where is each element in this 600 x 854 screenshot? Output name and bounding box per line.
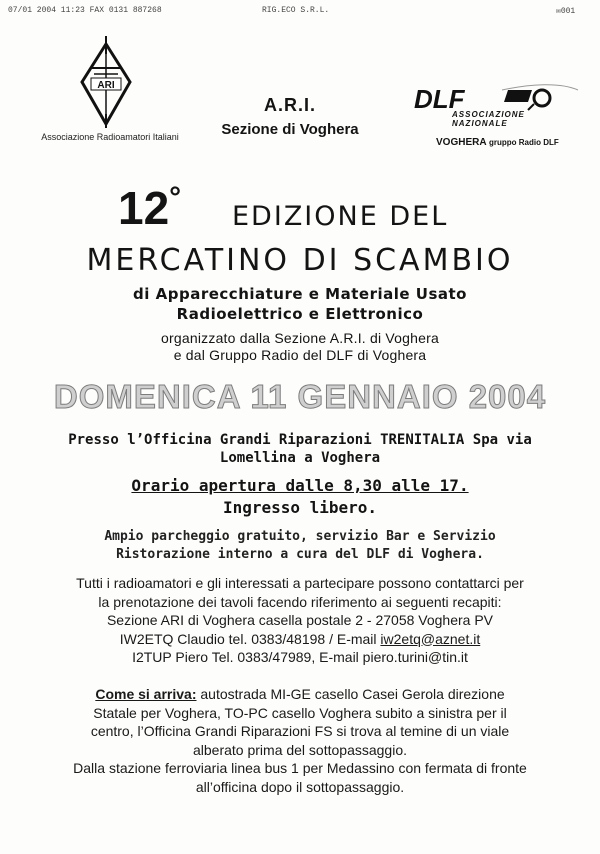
directions-label: Come si arriva: <box>95 686 197 702</box>
organizer-line-2: e dal Gruppo Radio del DLF di Voghera <box>173 347 427 363</box>
organizer-line-1: organizzato dalla Sezione A.R.I. di Voghera <box>161 330 439 346</box>
edition-text: EDIZIONE DEL <box>232 201 449 232</box>
directions-line-1: Come si arriva: autostrada MI-GE casello Casei Gerola direzione <box>95 686 505 702</box>
contacts-line-1: Tutti i radioamatori e gli interessati a partecipare possono contattarci per <box>76 575 524 591</box>
fax-timestamp: 07/01 2004 11:23 FAX 0131 887268 <box>8 6 162 15</box>
ari-logo-text: ARI <box>97 80 115 91</box>
ari-logo-icon <box>78 34 134 130</box>
contacts-line-2: la prenotazione dei tavoli facendo riferimento ai seguenti recapiti: <box>98 593 502 610</box>
fax-sender: RIG.ECO S.R.L. <box>262 6 330 15</box>
event-name: MERCATINO DI SCAMBIO <box>86 243 514 278</box>
directions-line-4: alberato prima del sottopassaggio. <box>192 741 408 758</box>
ari-association-name: Associazione Radioamatori Italiani <box>41 132 179 142</box>
fax-header <box>0 6 600 20</box>
venue-line-1: Presso l’Officina Grandi Riparazioni TRENITALIA Spa via <box>68 432 532 448</box>
venue-line-2: Lomellina a Voghera <box>219 450 381 466</box>
directions-line-2: Statale per Voghera, TO-PC casello Voghera subito a sinistra per il <box>93 704 507 721</box>
fax-page-number: ✉001 <box>556 7 576 16</box>
contacts-block <box>0 574 600 667</box>
services-line-2: Ristorazione interno a cura del DLF di Voghera. <box>116 547 484 562</box>
edition-number: 12° <box>118 181 182 234</box>
subtitle-line-1: di Apparecchiature e Materiale Usato <box>133 285 467 303</box>
contacts-line-5: I2TUP Piero Tel. 0383/47989, E-mail piero.turini@tin.it <box>132 649 468 665</box>
event-date: DOMENICA 11 GENNAIO 2004 <box>53 378 547 415</box>
directions-line-5: Dalla stazione ferroviaria linea bus 1 per Medassino con fermata di fronte <box>73 760 527 776</box>
contacts-line-4: IW2ETQ Claudio tel. 0383/48198 / E-mail iw2etq@aznet.it <box>119 630 481 647</box>
subtitle-line-2: Radioelettrico e Elettronico <box>176 305 424 323</box>
dlf-association: ASSOCIAZIONE NAZIONALE <box>452 110 525 128</box>
dlf-group-name: VOGHERA gruppo Radio DLF <box>436 137 559 148</box>
opening-hours: Orario apertura dalle 8,30 alle 17. <box>131 476 469 495</box>
entry-info: Ingresso libero. <box>222 498 378 517</box>
email-link[interactable]: iw2etq@aznet.it <box>380 630 481 647</box>
directions-line-3: centro, l’Officina Grandi Riparazioni FS si trova al temine di un viale <box>90 723 510 739</box>
directions-line-6: all’officina dopo il sottopassaggio. <box>195 778 405 795</box>
services-line-1: Ampio parcheggio gratuito, servizio Bar e Servizio <box>104 529 496 544</box>
dlf-logo-text: DLF <box>414 84 465 114</box>
ari-title: A.R.I. <box>263 95 316 115</box>
contacts-line-3: Sezione ARI di Voghera casella postale 2 - 27058 Voghera PV <box>106 612 494 628</box>
directions-block <box>0 685 600 796</box>
ari-section-name: Sezione di Voghera <box>221 121 359 138</box>
